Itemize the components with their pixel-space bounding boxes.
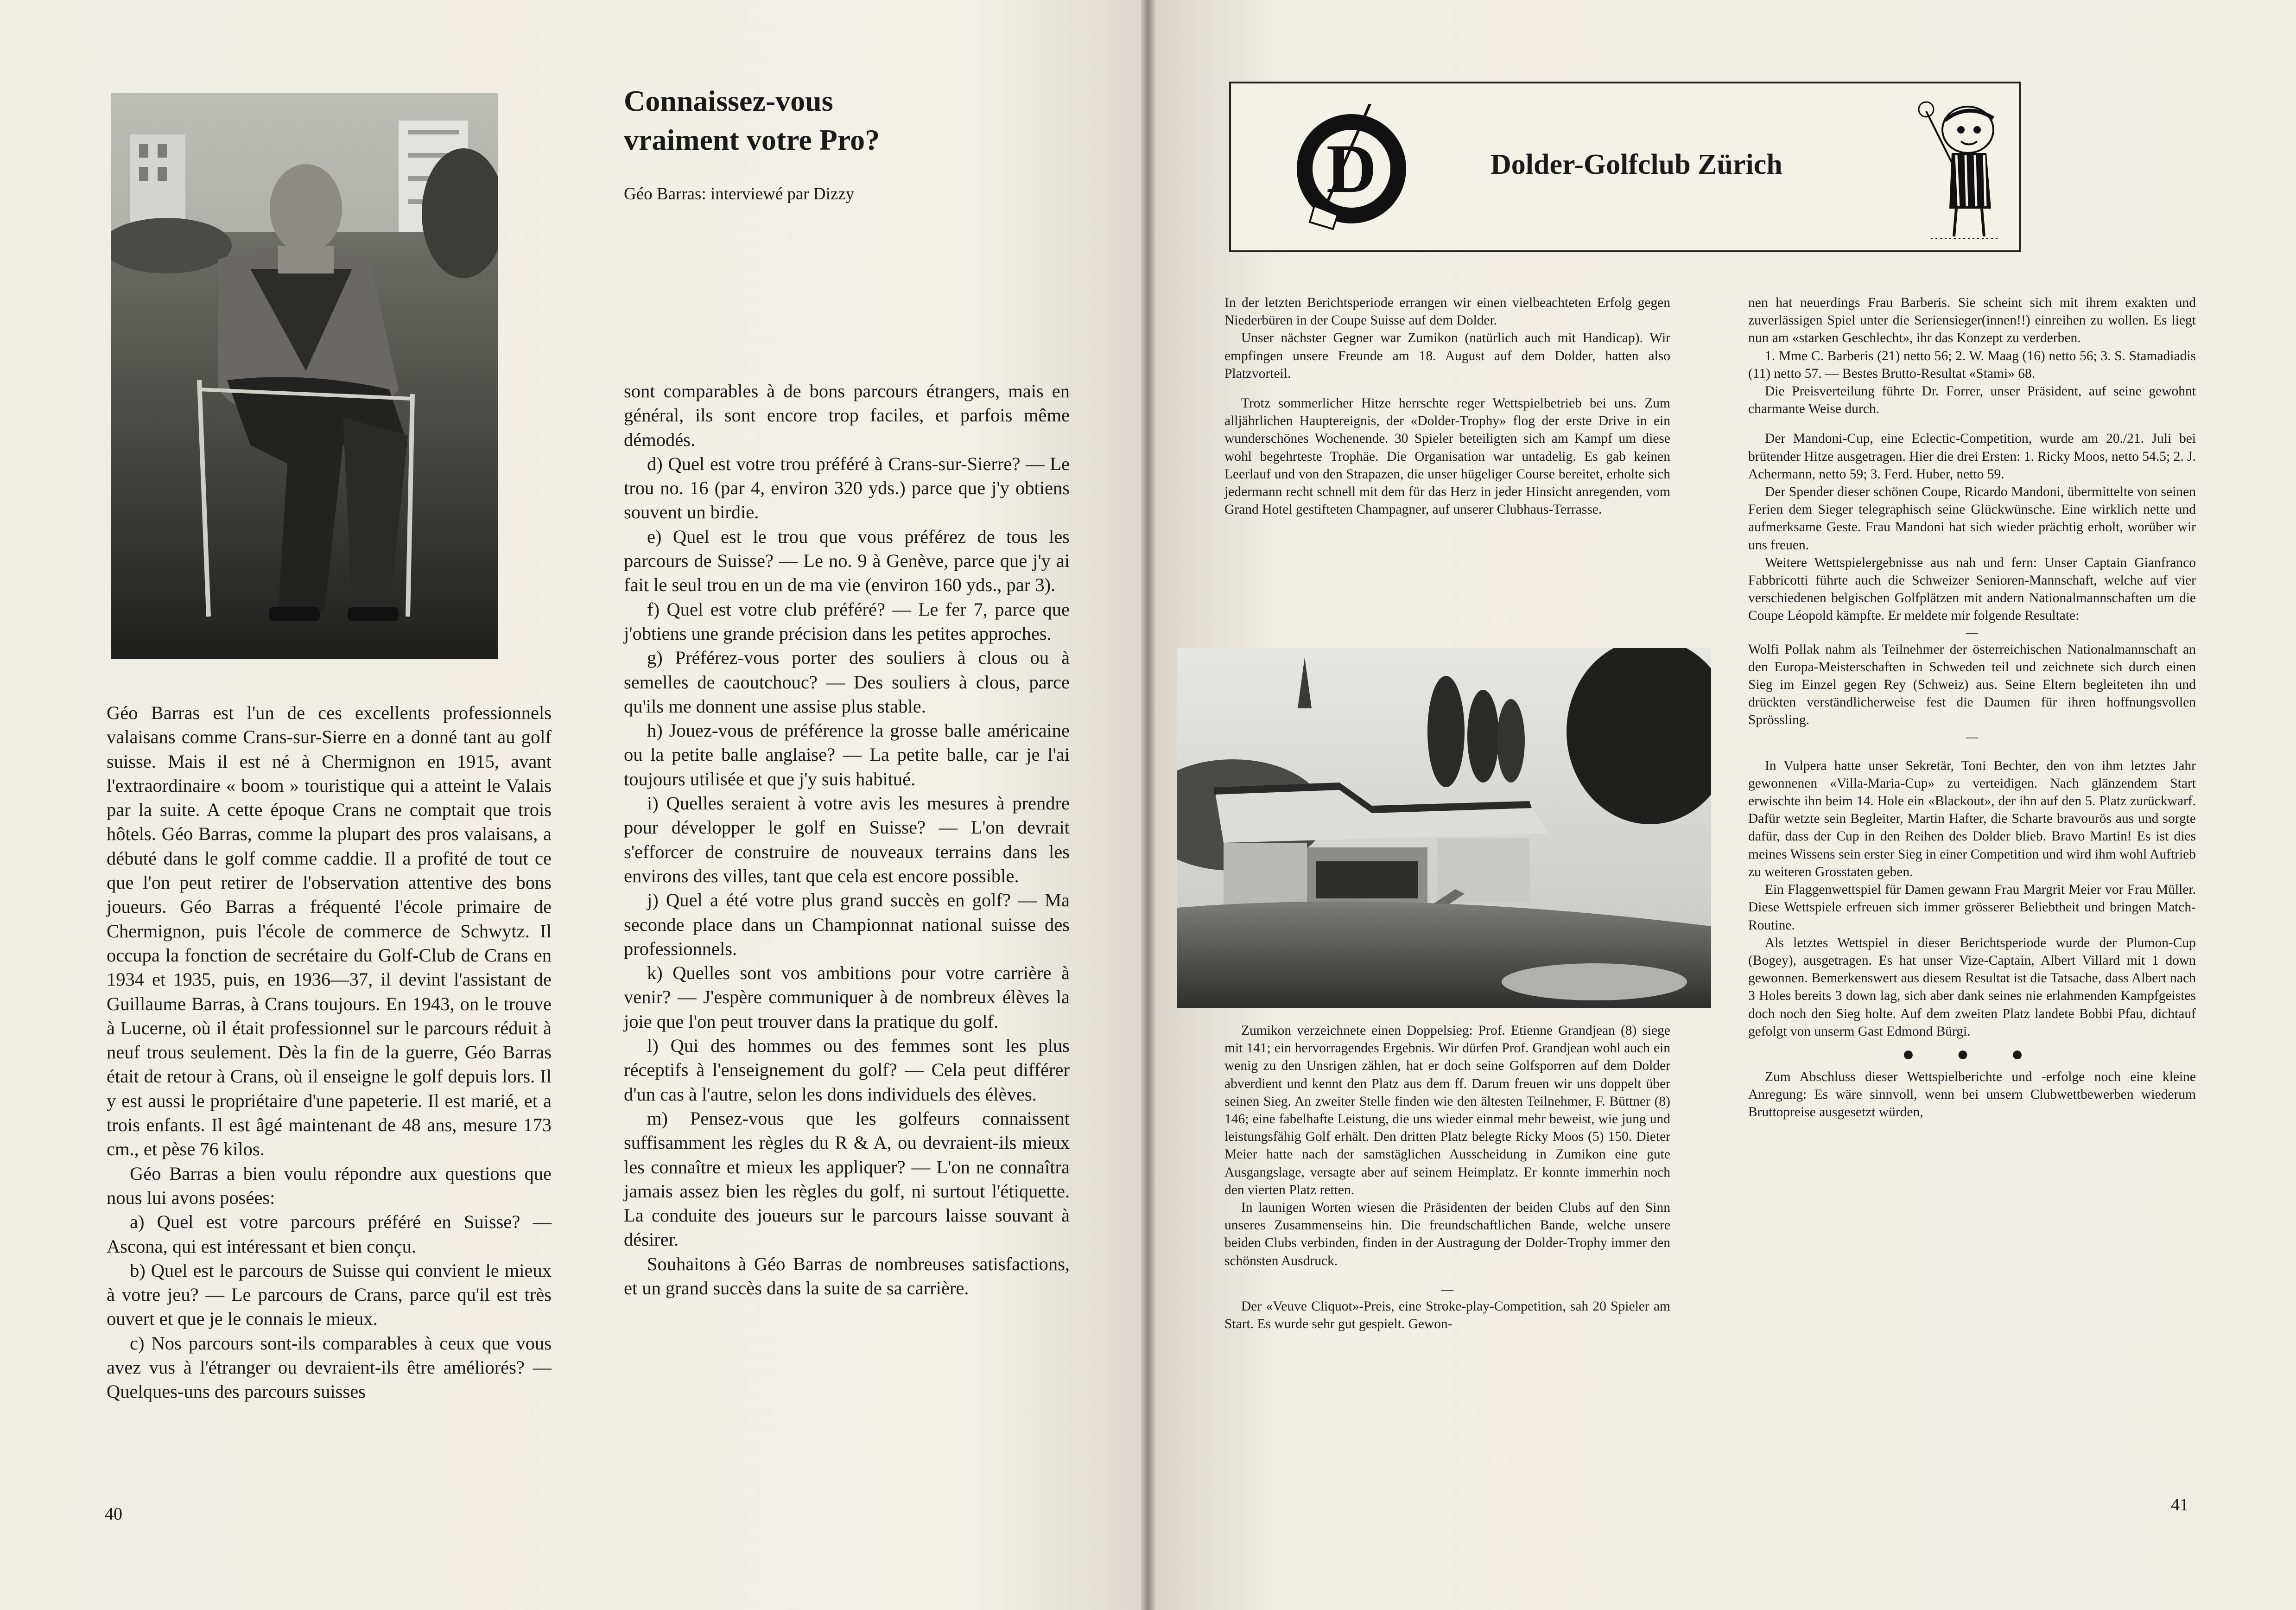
paragraph: i) Quelles seraient à votre avis les mesures à prendre pour développer le golf en Suisse? — L'on devrait s'efforcer de construire de nouveaux terrains dans les environs des villes, tant que cela est encore possible. bbox=[624, 793, 1070, 886]
paragraph: sont comparables à de bons parcours étrangers, mais en général, ils sont encore trop faciles, et parfois même démodés. bbox=[624, 381, 1070, 450]
book-gutter bbox=[1141, 0, 1155, 1610]
left-column-2 bbox=[624, 379, 1070, 1300]
paragraph: In der letzten Berichtsperiode errangen wir einen vielbeachteten Erfolg gegen Niederbüren in der Coupe Suisse auf dem Dolder. bbox=[1224, 295, 1670, 328]
bullet-separator: ● ● ● bbox=[1902, 1042, 2042, 1065]
paragraph: k) Quelles sont vos ambitions pour votre carrière à venir? — J'espère communiquer à de nombreux élèves la joie que l'on peut trouver dans la pratique du golf. bbox=[624, 962, 1070, 1032]
paragraph: Ein Flaggenwettspiel für Damen gewann Frau Margrit Meier vor Frau Müller. Diese Wettspiele erfreuen sich immer grösserer Beliebtheit und bringen Match-Routine. bbox=[1748, 882, 2196, 933]
paragraph: e) Quel est le trou que vous préférez de tous les parcours de Suisse? — Le no. 9 à Genève, parce que j'y ai fait le seul trou en un de ma vie (environ 160 yds., par 3). bbox=[624, 526, 1070, 596]
spacer bbox=[1748, 418, 2196, 430]
spacer bbox=[1224, 382, 1670, 395]
page-number-left: 40 bbox=[105, 1504, 122, 1524]
paragraph: g) Préférez-vous porter des souliers à clous ou à semelles de caoutchouc? — Des souliers à clous, parce qu'ils me donnent une assise plus stable. bbox=[624, 647, 1070, 717]
club-name: Dolder-Golfclub Zürich bbox=[1490, 149, 1782, 180]
right-column-1-top bbox=[1224, 294, 1670, 518]
clubhouse-photo bbox=[1177, 648, 1711, 1008]
right-column-1-bottom bbox=[1224, 1022, 1670, 1333]
club-header-box bbox=[1229, 82, 2021, 252]
paragraph: In launigen Worten wiesen die Präsidenten der beiden Clubs auf den Sinn unseres Zusammenseins hin. Die freundschaftlichen Bande, welche unsere beiden Clubs verbinden, finden in der Austragung der Dolder-Trophy immer den schönsten Ausdruck. bbox=[1224, 1200, 1670, 1268]
paragraph: h) Jouez-vous de préférence la grosse balle américaine ou la petite balle anglaise? — La petite balle, car je l'ai toujours utilisée et que j'y suis habitué. bbox=[624, 720, 1070, 789]
club-logo bbox=[1287, 104, 1426, 243]
paragraph: Wolfi Pollak nahm als Teilnehmer der österreichischen Nationalmannschaft an den Europa-Meisterschaften in Schweden teil und zeichnete sich durch einen Sieg im Einzel gegen Rey (Schweiz) aus. Seine Eltern begleiteten ihn und drückten verständlicherweise fest die Daumen für ihren hoffnungsvollen Sprössling. bbox=[1748, 642, 2196, 728]
paragraph: a) Quel est votre parcours préféré en Suisse? — Ascona, qui est intéressant et bien conçu. bbox=[107, 1211, 552, 1257]
title-line-1: Connaissez-vous bbox=[624, 84, 833, 117]
spacer bbox=[1748, 745, 2196, 757]
paragraph: nen hat neuerdings Frau Barberis. Sie scheint sich mit ihrem exakten und zuverlässigen Spiel unter die Seriensieger(innen!!) einreihen zu wollen. Es liegt nun am «starken Geschlecht», ihr das Konzept zu verderben. bbox=[1748, 295, 2196, 346]
paragraph: f) Quel est votre club préféré? — Le fer 7, parce que j'obtiens une grande précision dans les petites approches. bbox=[624, 598, 1070, 644]
paragraph: m) Pensez-vous que les golfeurs connaissent suffisamment les règles du R & A, ou devraient-ils mieux les connaître et mieux les appliquer? — L'on ne connaîtra jamais assez bien les règles du golf, ni surtout l'étiquette. La conduite des joueurs sur le parcours laisse souvant à désirer. bbox=[624, 1107, 1070, 1250]
paragraph: Géo Barras est l'un de ces excellents professionnels valaisans comme Crans-sur-Sierre en a donné tant au golf suisse. Mais il est né à Chermignon en 1915, avant l'extraordinaire « boom » touristique qui a atteint le Valais par la suite. A cette époque Crans ne comptait que trois hôtels. Géo Barras, comme la plupart des pros valaisans, a débuté dans le golf comme caddie. Il a profité de tout ce que l'on peut retirer de l'observation attentive des bons joueurs. Géo Barras a fréquenté l'école primaire de Chermignon, puis l'école de commerce de Schwytz. Il occupa la fonction de secrétaire du Golf-Club de Crans en 1934 et 1935, puis, en 1936—37, il devint l'assistant de Guillaume Barras, à Crans toujours. En 1943, on le trouve à Lucerne, où il était professionnel sur le parcours réduit à neuf trous seulement. Dès la fin de la guerre, Géo Barras était de retour à Crans, où il enseigne le golf depuis lors. Il y est aussi le propriétaire d'une papeterie. Il est marié, et a trois enfants. Il est âgé maintenant de 48 ans, mesure 173 cm., et pèse 76 kilos. bbox=[107, 702, 552, 1160]
paragraph: In Vulpera hatte unser Sekretär, Toni Bechter, den von ihm letztes Jahr gewonnenen «Villa-Maria-Cup» zu verteidigen. Nach glänzendem Start erwischte ihn beim 14. Hole ein «Blackout», der ihn auf den 5. Platz zurückwarf. Dafür wetzte sein Begleiter, Martin Hafter, die Scharte bravourös aus und sorgte dafür, dass der Cup in den Reihen des Dolder blieb. Bravo Martin! Es ist dies meines Wissens sein erster Sieg in einer Competition und wird ihm wohl Auftrieb zu weiteren Grosstaten geben. bbox=[1748, 758, 2196, 879]
section-separator: — bbox=[1441, 1282, 1453, 1296]
paragraph: Zum Abschluss dieser Wettspielberichte und -erfolge noch eine kleine Anregung: Es wäre sinnvoll, wenn bei unsern Clubwettbewerben wiederum Bruttopreise ausgesetzt würden, bbox=[1748, 1069, 2196, 1120]
paragraph: Der Spender dieser schönen Coupe, Ricardo Mandoni, übermittelte von seinen Ferien dem Sieger telegraphisch seine Glückwünsche. Eine wirklich nette und aufmerksame Geste. Frau Mandoni hat sich wieder prächtig erholt, worüber wir uns freuen. bbox=[1748, 484, 2196, 553]
right-column-2 bbox=[1748, 294, 2196, 1121]
paragraph: Weitere Wettspielergebnisse aus nah und fern: Unser Captain Gianfranco Fabbricotti führte auch die Schweizer Senioren-Mannschaft, welche auf vier verschiedenen belgischen Golfplätzen mit andern Nationalmannschaften um die Coupe Léopold kämpfte. Er meldete mir folgende Resultate: bbox=[1748, 555, 2196, 624]
page-number-right: 41 bbox=[2171, 1495, 2188, 1515]
paragraph: Zumikon verzeichnete einen Doppelsieg: Prof. Etienne Grandjean (8) siege mit 141; ein hervorragendes Ergebnis. Wir dürfen Prof. Grandjean wohl auch ein wenig zu den Unsrigen zählen, hat er doch seine Golfsporren auf dem Dolder abverdient und kennt den Platz aus dem ff. Darum freuen wir uns doppelt über seinen Sieg. An zweiter Stelle finden wie den ältesten Teilnehmer, F. Büttner (8) 146; eine fabelhafte Leistung, die uns wieder einmal mehr beweist, wie jung und leistungsfähig Golf erhält. Den dritten Platz belegte Ricky Moos (5) 150. Dieter Meier hatte nach der samstäglichen Ausscheidung in Zumikon eine gute Ausgangslage, versagte aber auf seinem Heimplatz. Er konnte immerhin noch den vierten Platz retten. bbox=[1224, 1023, 1670, 1197]
paragraph: Géo Barras a bien voulu répondre aux questions que nous lui avons posées: bbox=[107, 1163, 552, 1208]
left-column-1 bbox=[107, 701, 552, 1404]
title-line-2: vraiment votre Pro? bbox=[624, 123, 880, 156]
article-subtitle: Géo Barras: interviewé par Dizzy bbox=[624, 185, 855, 204]
paragraph: Als letztes Wettspiel in dieser Berichtsperiode wurde der Plumon-Cup (Bogey), ausgetragen. Es hat unser Vize-Captain, Albert Villard mit 1 down gewonnen. Bemerkenswert aus diesem Resultat ist die Tatsache, dass Albert nach 3 Holes bereits 3 down lag, sich aber dank seines nie erlahmenden Kampfgeistes doch noch den Sieg holte. Auf dem zweiten Platz landete Bobbi Pfau, dichtauf gefolgt von unserm Gast Edmond Bürgi. bbox=[1748, 935, 2196, 1039]
paragraph: Die Preisverteilung führte Dr. Forrer, unser Präsident, auf seine gewohnt charmante Weise durch. bbox=[1748, 384, 2196, 417]
left-page bbox=[0, 0, 1145, 1610]
paragraph: d) Quel est votre trou préféré à Crans-sur-Sierre? — Le trou no. 16 (par 4, environ 320 yds.) parce que j'y obtiens souvent un birdie. bbox=[624, 453, 1070, 523]
paragraph: Der «Veuve Cliquot»-Preis, eine Stroke-play-Competition, sah 20 Spieler am Start. Es wurde sehr gut gespielt. Gewon- bbox=[1224, 1298, 1670, 1332]
paragraph: j) Quel a été votre plus grand succès en golf? — Ma seconde place dans un Championnat national suisse des professionnels. bbox=[624, 890, 1070, 959]
paragraph: b) Quel est le parcours de Suisse qui convient le mieux à votre jeu? — Le parcours de Crans, parce qu'il est très ouvert et que je le connais le mieux. bbox=[107, 1260, 552, 1330]
article-title bbox=[624, 82, 880, 159]
paragraph: Unser nächster Gegner war Zumikon (natürlich auch mit Handicap). Wir empfingen unsere Freunde am 18. August auf dem Dolder, hatten also Platzvorteil. bbox=[1224, 331, 1670, 381]
paragraph: l) Qui des hommes ou des femmes sont les plus réceptifs à l'enseignement du golf? — Cela peut différer d'un cas à l'autre, selon les dons individuels des élèves. bbox=[624, 1035, 1070, 1105]
logo-letter: D bbox=[1326, 130, 1377, 207]
paragraph: Der Mandoni-Cup, eine Eclectic-Competition, wurde am 20./21. Juli bei brütender Hitze ausgetragen. Hier die drei Ersten: 1. Ricky Moos, netto 54.5; 2. J. Achermann, netto 59; 3. Ferd. Huber, netto 59. bbox=[1748, 431, 2196, 482]
paragraph: c) Nos parcours sont-ils comparables à ceux que vous avez vus à l'étranger ou devraient-ils être améliorés? — Quelques-uns des parcours suisses bbox=[107, 1332, 552, 1402]
paragraph: Trotz sommerlicher Hitze herrschte reger Wettspielbetrieb bei uns. Zum alljährlichen Hauptereignis, der «Dolder-Trophy» flog der erste Drive in ein wunderschönes Wochenende. 30 Spieler beteiligten sich am Kampf um diese wohl begehrteste Trophäe. Die Organisation war untadelig. Es gab keinen Leerlauf und von den Strapazen, die unser hügeliger Course bereitet, erholte sich jedermann recht schnell mit dem für das Herz in jeder Hinsicht anregenden, vom Grand Hotel gestifteten Champagner, auf unserer Clubhaus-Terrasse. bbox=[1224, 396, 1670, 517]
spacer bbox=[1224, 1270, 1670, 1282]
right-page bbox=[1151, 0, 2296, 1610]
section-separator: — bbox=[1966, 625, 1978, 639]
portrait-photo bbox=[111, 93, 498, 659]
golfer-caricature bbox=[1917, 93, 2010, 246]
paragraph: 1. Mme C. Barberis (21) netto 56; 2. W. Maag (16) netto 56; 3. S. Stamadiadis (11) netto 57. — Bestes Brutto-Resultat «Stami» 68. bbox=[1748, 348, 2196, 381]
section-separator: — bbox=[1966, 730, 1978, 744]
paragraph: Souhaitons à Géo Barras de nombreuses satisfactions, et un grand succès dans la suite de sa carrière. bbox=[624, 1253, 1070, 1298]
